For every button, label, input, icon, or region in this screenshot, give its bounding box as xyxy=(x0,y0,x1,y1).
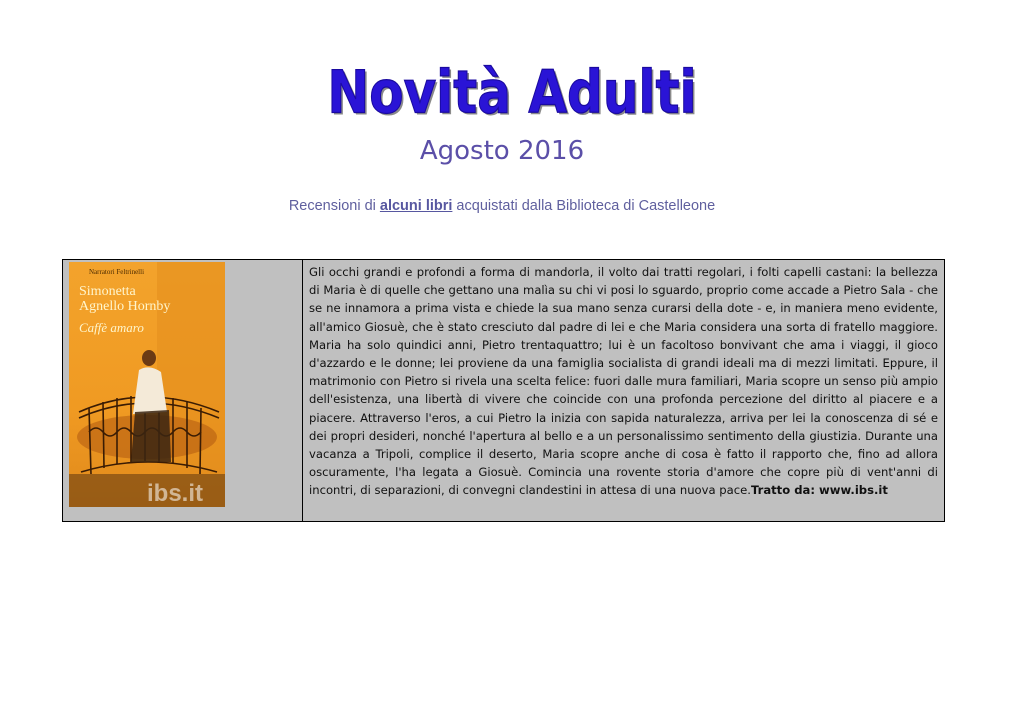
page-title: Novità Adulti xyxy=(327,58,697,127)
cover-publisher: Narratori Feltrinelli xyxy=(89,268,145,276)
review-text: Gli occhi grandi e profondi a forma di mandorla, il volto dai tratti regolari, i folti capelli castani: la bellezza di Maria è di quelle che gettano una malìa su chi vi posi lo sguardo, proprio come accade a Pietro Sala - che se ne innamora a prima vista e chiede la sua mano senza curarsi della dote - e, in maniera meno evidente, all'amico Giosuè, che è stato cresciuto dal padre di lei e che Maria considera una sorta di fratello maggiore. Maria ha solo quindici anni, Pietro trentaquattro; lui è un facoltoso bonvivant che ama i viaggi, il gioco d'azzardo e le donne; lei proviene da una famiglia socialista di grandi ideali ma di mezzi limitati. Eppure, il matrimonio con Pietro si rivela una scelta felice: fuori dalle mura familiari, Maria scopre un senso più ampio dell'esistenza, una libertà di vivere che coincide con una profonda percezione del diritto al piacere e a piacere. Attraverso l'eros, a cui Pietro la inizia con sapida naturalezza, arriva per lei la conoscenza di sé e dei propri desideri, nonché l'apertura al bello e a un personalissimo sentimento della giustizia. Durante una vacanza a Tripoli, complice il deserto, Maria scopre anche di cosa è fatto il rapporto che, fino ad allora oscuramente, l'ha legata a Giosuè. Comincia una rovente storia d'amore che copre più di vent'anni di incontri, di separazioni, di convegni clandestini in attesa di una nuova pace. xyxy=(309,265,938,498)
page-subtitle-date: Agosto 2016 xyxy=(419,136,585,166)
review-table xyxy=(62,259,945,522)
cover-watermark: ibs.it xyxy=(147,480,204,507)
cover-author xyxy=(79,284,170,314)
reviews-intro-link[interactable]: alcuni libri xyxy=(379,198,453,214)
cover-author-line1: Simonetta xyxy=(79,284,136,299)
review-source: Tratto da: www.ibs.it xyxy=(750,483,888,498)
review-text-cell xyxy=(303,260,945,522)
reviews-intro-pre: Recensioni di xyxy=(288,198,380,214)
book-cover-image xyxy=(69,262,225,507)
review-row xyxy=(63,260,945,522)
reviews-intro xyxy=(0,198,1004,214)
cover-cell xyxy=(63,260,303,522)
cover-title: Caffè amaro xyxy=(79,320,144,335)
reviews-intro-post: acquistati dalla Biblioteca di Castelleone xyxy=(452,198,716,214)
cover-author-line2: Agnello Hornby xyxy=(79,299,171,314)
